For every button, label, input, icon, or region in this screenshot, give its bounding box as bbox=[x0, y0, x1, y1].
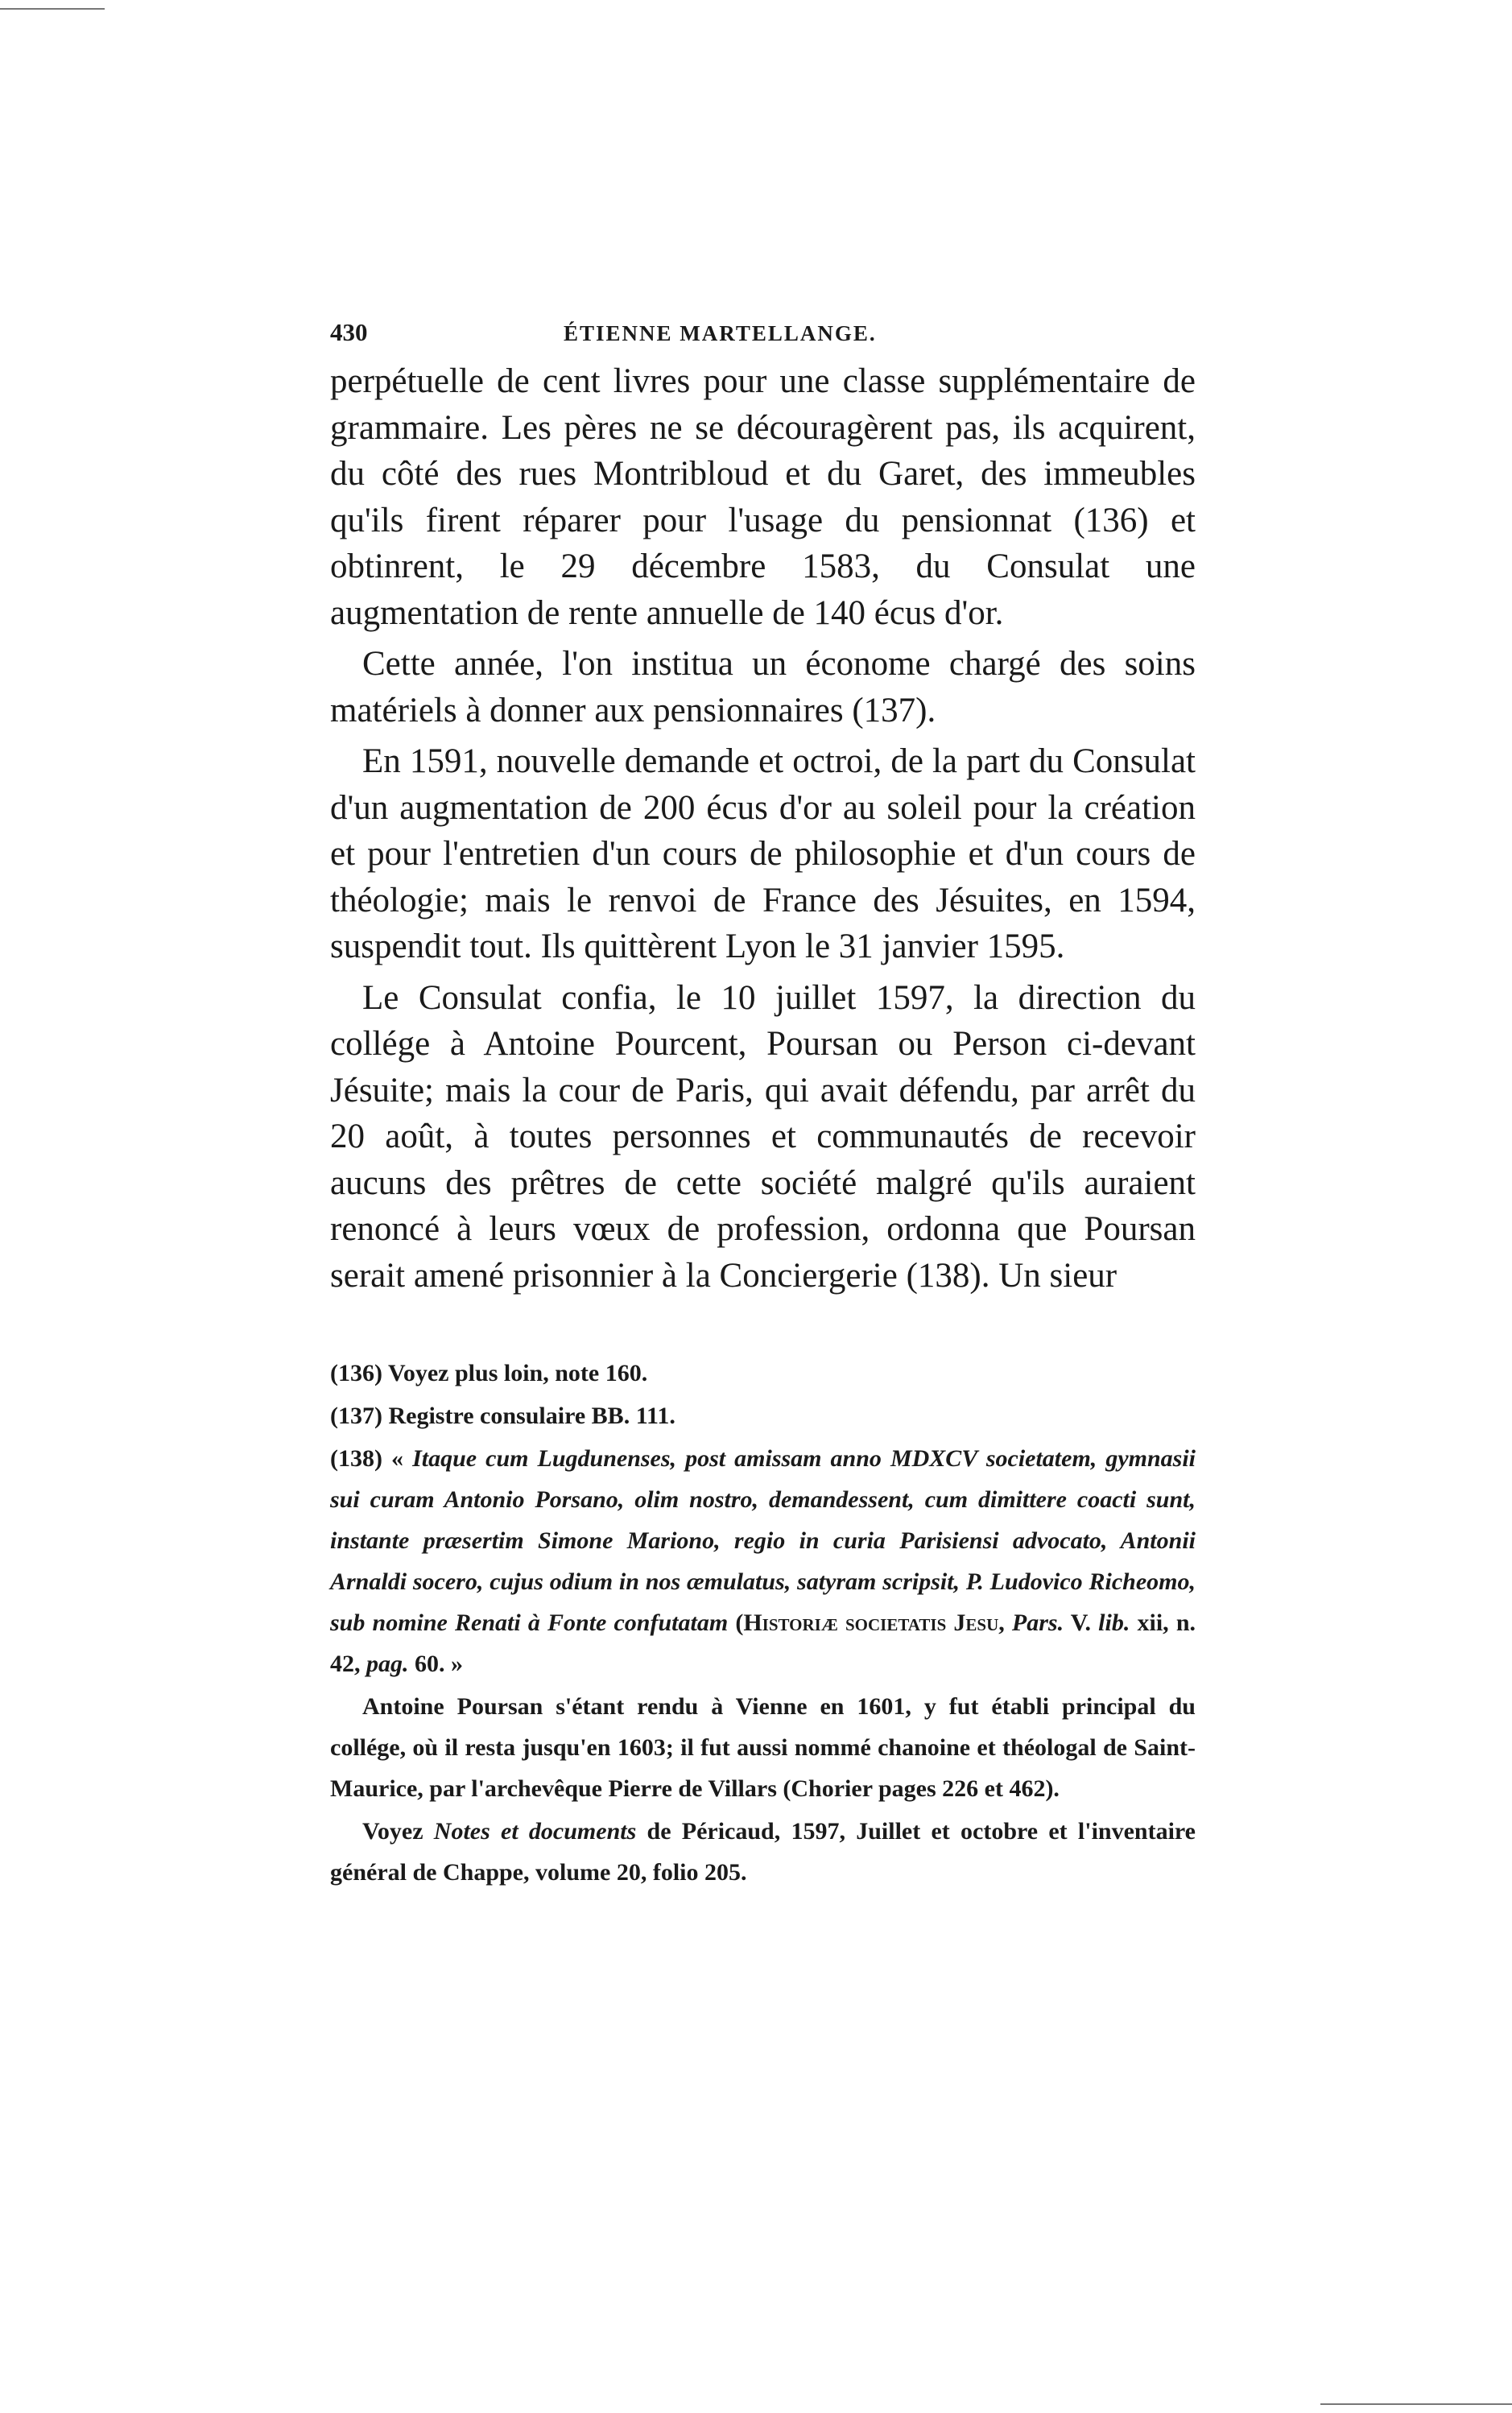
running-title: ÉTIENNE MARTELLANGE. bbox=[564, 321, 877, 345]
citation-end: 60. » bbox=[408, 1651, 463, 1677]
footnote-137 bbox=[330, 1395, 1196, 1436]
footnote-text: Voyez plus loin, note 160. bbox=[387, 1360, 648, 1386]
citation-xii: xii, n. 42, bbox=[330, 1609, 1196, 1677]
citation-mid: V. bbox=[1064, 1609, 1099, 1636]
footnote-136 bbox=[330, 1353, 1196, 1394]
latin-quotation: Itaque cum Lugdunenses, post amissam anno MDXCV societatem, gymnasii sui curam Antonio Porsano, olim nostro, demandessent, cum dimittere coacti sunt, instante præsertim Simone Mariono, regio in curia Parisiensi advocato, Antonii Arnaldi socero, cujus odium in nos æmulatus, satyram scripsit, P. Ludovico Richeomo, sub nomine Renati à Fonte confutatam bbox=[330, 1445, 1196, 1636]
main-text bbox=[330, 358, 1196, 1299]
footnote-number: (136) bbox=[330, 1360, 382, 1386]
footnotes bbox=[330, 1353, 1196, 1893]
see-suffix: de Péricaud, 1597, Juillet et octobre et l'inventaire général de Chappe, volume 20, folio 205. bbox=[330, 1818, 1196, 1886]
citation-sep: , bbox=[998, 1609, 1012, 1636]
page-number: 430 bbox=[330, 318, 368, 346]
notes-et-documents: Notes et documents bbox=[433, 1818, 637, 1845]
footnote-number: (138) bbox=[330, 1445, 382, 1472]
paragraph-2: Cette année, l'on institua un économe chargé des soins matériels à donner aux pensionnaires (137). bbox=[330, 645, 1196, 729]
paragraph-3: En 1591, nouvelle demande et octroi, de la part du Consulat d'un augmentation de 200 écus d'or au soleil pour la création et pour l'entretien d'un cours de philosophie et d'un cours de théologie; mais le renvoi de France des Jésuites, en 1594, suspendit tout. Ils quittèrent Lyon le 31 janvier 1595. bbox=[330, 742, 1196, 965]
footnote-text: Registre consulaire BB. 111. bbox=[388, 1403, 675, 1429]
paragraph-4: Le Consulat confia, le 10 juillet 1597, la direction du collége à Antoine Pourcent, Poursan ou Person ci-devant Jésuite; mais la cour de Paris, qui avait défendu, par arrêt du 20 août, à toutes personnes et communautés de recevoir aucuns des prêtres de cette société malgré qu'ils auraient renoncé à leurs vœux de profession, ordonna que Poursan serait amené prisonnier à la Conciergerie (138). Un sieur bbox=[330, 978, 1196, 1295]
footnote-number: (137) bbox=[330, 1403, 382, 1429]
quote-open: « bbox=[391, 1445, 413, 1472]
citation-pars: Pars. bbox=[1011, 1609, 1064, 1636]
top-left-rule bbox=[0, 8, 105, 10]
bottom-right-rule bbox=[1320, 2403, 1512, 2405]
citation-pag: pag. bbox=[366, 1651, 409, 1677]
citation-open: ( bbox=[728, 1609, 744, 1636]
citation-lib: lib. bbox=[1098, 1609, 1130, 1636]
citation-work: Historiæ societatis Jesu bbox=[743, 1609, 999, 1636]
see-prefix: Voyez bbox=[362, 1818, 434, 1845]
paragraph-1: perpétuelle de cent livres pour une classe supplémentaire de grammaire. Les pères ne se découragèrent pas, ils acquirent, du côté des rues Montribloud et du Garet, des immeubles qu'ils firent réparer pour l'usage du pensionnat (136) et obtinrent, le 29 décembre 1583, du Consulat une augmentation de rente annuelle de 140 écus d'or. bbox=[330, 362, 1196, 632]
footnote-continuation-2 bbox=[330, 1811, 1196, 1893]
footnote-138 bbox=[330, 1438, 1196, 1684]
page-header bbox=[330, 318, 1192, 350]
footnote-continuation-1: Antoine Poursan s'étant rendu à Vienne en 1601, y fut établi principal du collége, où il resta jusqu'en 1603; il fut aussi nommé chanoine et théologal de Saint-Maurice, par l'archevêque Pierre de Villars (Chorier pages 226 et 462). bbox=[330, 1693, 1196, 1802]
